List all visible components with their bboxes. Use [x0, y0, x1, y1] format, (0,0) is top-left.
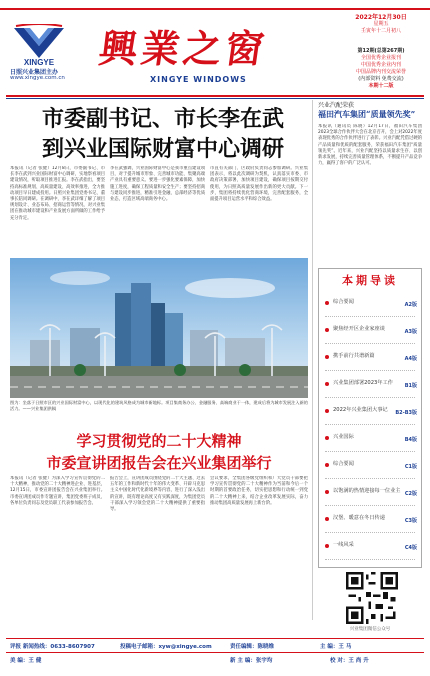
masthead-divider-thin: [6, 98, 424, 99]
honor-tag: (内部资料 免费交流): [358, 76, 404, 82]
bullet-icon: [325, 301, 329, 305]
bullet-icon: [325, 382, 329, 386]
footer-new-chief: 新 主 编：张宇均: [230, 658, 273, 664]
lead-column-2: 李在武强调，兴业国际财富中心是我市重点建设项目，对于提升城市形象、完善城市功能、集聚高端产业具有重要意义。要进一步强化要素保障，加快施工进度，确保工程质量和安全生产；要坚持招商与建设同步推进，精准引进金融、总部经济等优质业态，打造区域高端商务中心。: [110, 166, 205, 203]
footer-divider: [6, 638, 424, 639]
issue-date-box: [340, 14, 422, 35]
bullet-icon: [325, 436, 329, 440]
footer-chief: 主 编：王 马: [320, 644, 352, 650]
footer-hotline: 评报 新闻热线：0633-8607907: [10, 644, 95, 650]
guide-item[interactable]: 以饱满的热情迎接每一位业主 C2版: [319, 484, 421, 506]
guide-item[interactable]: 2022年兴业集团大事记 B2-B3版: [319, 403, 421, 425]
issue-pages: 本期十二版: [368, 83, 394, 89]
side-kicker: 兴业汽配荣获: [318, 102, 355, 109]
city-skyline-image: [10, 258, 308, 398]
qr-caption: 兴业集团微信公众号: [349, 627, 391, 632]
newspaper-title: 興業之窗: [96, 26, 271, 71]
honor-tag: 中国优秀企业内刊: [360, 62, 401, 68]
side-headline[interactable]: 福田汽车集团“质量领先奖”: [318, 109, 416, 119]
second-column-2: 报告会上，宣讲团成员围绕党的二十大主题、过去五年的工作和新时代十年的伟大变革、开辟马克思主义中国化时代化新境界等内容，进行了深入浅出的宣讲，既有理论高度又有实践深度，为集团党员干部深入学习领会党的二十大精神提供了重要指导。: [110, 476, 205, 513]
footer: [0, 636, 430, 676]
lead-column-1: 本报讯（记者 张健）12月8日，市委副书记、市长李在武到兴业国际财富中心调研，实地察看项目建设情况，听取项目推进汇报。李在武指出，要坚持高标准规划、高质量建设、高效率推进，全力推动项目早日建成投用。日照兴业集团党委书记、董事长陪同调研。在调研中，李在武详细了解了项目规划设计、业态布局、招商运营等情况，对兴业集团在推动城市建设和产业发展方面所做的工作给予充分肯定。: [10, 166, 105, 221]
second-column-1: 本报讯（记者 张健）为深入学习宣传贯彻党的二十大精神，推动党的二十大精神进企业、进基层，12月15日，市委宣讲团报告会在兴业集团举行。市委宣讲团成员作专题宣讲，集团党委班子成员、各单位负责同志及党员职工代表参加报告会。: [10, 476, 105, 506]
footer-editor: 责任编辑：陈晓维: [230, 644, 275, 650]
honor-tag: 中国品牌内刊交流荣誉: [355, 69, 406, 75]
bullet-icon: [325, 355, 329, 359]
issue-number: 第12期(总第267期): [357, 48, 405, 54]
lead-headline-line1: 市委副书记、市长李在武: [41, 106, 284, 132]
footer-email[interactable]: 投稿电子邮箱：xyw@xingye.com: [120, 644, 212, 650]
top-rule: [0, 8, 430, 10]
second-headline-line1[interactable]: 学习贯彻党的二十大精神: [76, 432, 242, 450]
issue-date: 2022年12月30日: [355, 14, 407, 21]
column-divider: [312, 100, 313, 620]
publisher-name: 日照兴业集团主办: [10, 69, 59, 76]
lead-headline-line2: 到兴业国际财富中心调研: [41, 136, 284, 162]
bullet-icon: [325, 328, 329, 332]
bullet-icon: [325, 490, 329, 494]
bullet-icon: [325, 517, 329, 521]
lead-column-3: 市直有关部门、区政府负责同志参加调研。兴业集团表示，将以此次调研为契机，认真落实市委、市政府决策部署，加快项目建设，确保项目按期交付使用，为日照高质量发展作出新的更大贡献。下一步，集团将持续优化营商环境，完善配套服务，全面提升项目运营水平和综合效益。: [210, 166, 308, 203]
issue-lunar: 壬寅年十二月初八: [360, 28, 401, 34]
lead-photo[interactable]: [10, 258, 308, 398]
masthead-divider: [6, 95, 424, 97]
guide-title: 本期导读: [342, 274, 398, 287]
guide-item[interactable]: 综合要闻 C1版: [319, 457, 421, 479]
footer-proof: 校 对：王 尚 升: [330, 658, 369, 664]
issue-weekday: 星期五: [373, 21, 389, 27]
logo-text: XINGYE: [23, 58, 55, 66]
publisher-url[interactable]: www.xingye.com.cn: [10, 75, 65, 81]
honor-tag: 全国优秀企业报刊: [360, 55, 401, 61]
qr-code-icon[interactable]: [346, 572, 398, 624]
guide-item[interactable]: 汉堡、暖意在冬日传递 C3版: [319, 511, 421, 533]
guide-item[interactable]: 综合要闻 A2版: [319, 295, 421, 317]
lead-photo-caption: 图为：坐落于日照市区的兴业国际财富中心，以现代化的建筑风格成为城市新地标。项目集商务办公、金融服务、高端商业于一体，建成后将为城市发展注入新的活力。——兴业集团供稿: [10, 400, 308, 411]
bullet-icon: [325, 544, 329, 548]
guide-item[interactable]: 聚焦经开区企业家座谈 A3版: [319, 322, 421, 344]
guide-item[interactable]: 携手前行共谱新篇 A4版: [319, 349, 421, 371]
side-article: 本报讯（通讯员 陈晓）12月17日，福田汽车集团2023全球合作伙伴大会在北京召开，会上对2022年度表现优秀的合作伙伴进行了表彰。兴业汽配凭借过硬的产品质量和优质的配套服务，荣获福田汽车集团“质量领先奖”。近年来，兴业汽配坚持以质量求生存、以创新求发展，持续完善质量管理体系，不断提升产品竞争力，赢得了客户的广泛认可。: [318, 124, 422, 167]
newspaper-subtitle: XINGYE WINDOWS: [150, 75, 247, 84]
footer-art: 美 编：王 健: [10, 658, 42, 664]
lead-headline[interactable]: [18, 104, 308, 164]
bullet-icon: [325, 463, 329, 467]
xingye-logo-icon: [10, 24, 68, 66]
footer-divider: [6, 652, 424, 653]
second-column-3: 会议要求，全集团各级党组织和广大党员干部要把学习宣传贯彻党的二十大精神作为当前和今后一个时期的首要政治任务，切实把思想和行动统一到党的二十大精神上来，结合企业改革发展实际，奋力推动集团高质量发展再上新台阶。: [210, 476, 308, 506]
guide-item[interactable]: 一线风采 C4版: [319, 538, 421, 560]
second-headline-line2[interactable]: 市委宣讲团报告会在兴业集团举行: [46, 454, 272, 472]
guide-item[interactable]: 兴业集团部署2023年工作 B1版: [319, 376, 421, 398]
issue-info: [340, 48, 422, 90]
guide-item[interactable]: 兴业国际 B4版: [319, 430, 421, 452]
guide-box: [318, 268, 422, 568]
bullet-icon: [325, 409, 329, 413]
